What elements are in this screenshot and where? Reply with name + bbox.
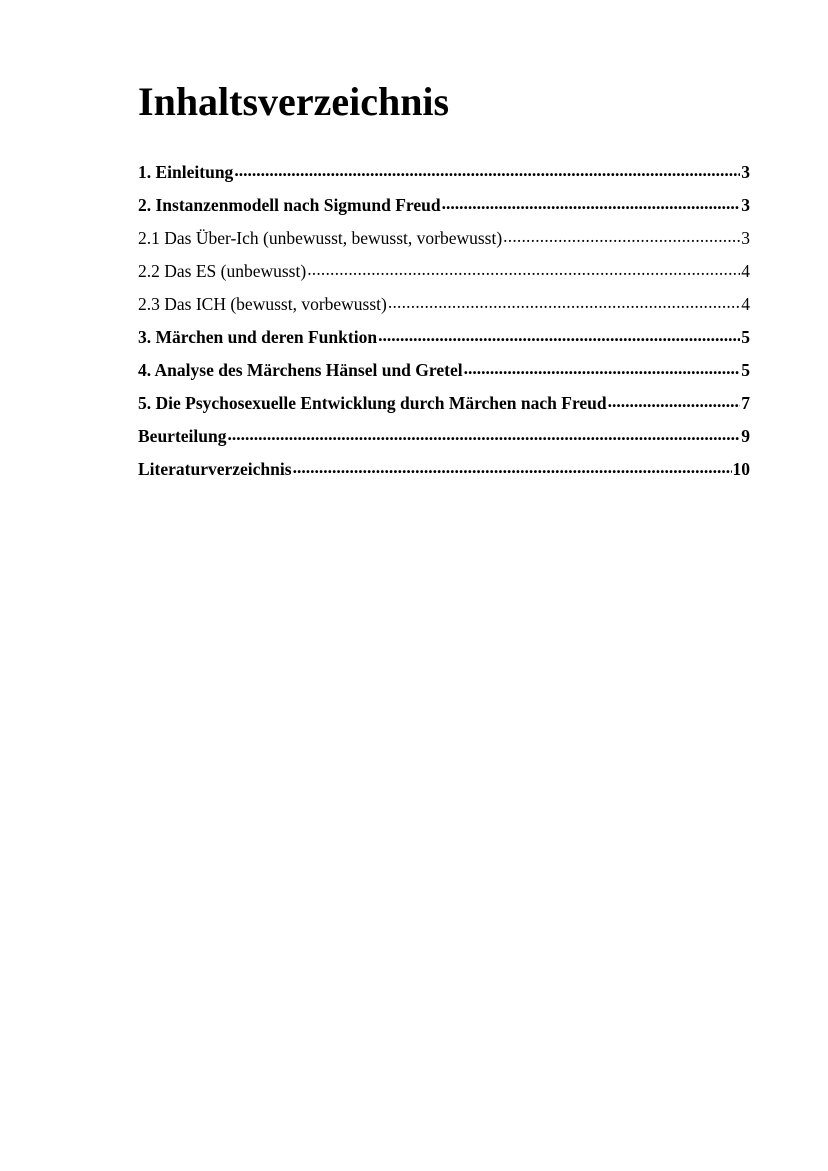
toc-entry-es[interactable] [138, 259, 750, 292]
toc-entry-literaturverzeichnis[interactable] [138, 457, 750, 490]
dot-leader [464, 359, 741, 377]
dot-leader [442, 194, 741, 212]
toc-entry-page-number: 3 [741, 228, 750, 248]
toc-entry-label: 3. Märchen und deren Funktion [138, 327, 378, 347]
toc-entry-label: Beurteilung [138, 426, 227, 446]
table-of-contents [138, 160, 750, 490]
toc-entry-page-number: 10 [732, 459, 750, 479]
dot-leader [378, 326, 740, 344]
toc-entry-label: 2.1 Das Über-Ich (unbewusst, bewusst, vorbewusst) [138, 228, 503, 248]
toc-entry-page-number: 5 [741, 327, 750, 347]
toc-entry-maerchen-funktion[interactable] [138, 325, 750, 358]
toc-entry-ueber-ich[interactable] [138, 226, 750, 259]
page-title: Inhaltsverzeichnis [138, 79, 450, 124]
toc-entry-label: 5. Die Psychosexuelle Entwicklung durch Märchen nach Freud [138, 393, 607, 413]
toc-entry-page-number: 3 [741, 162, 750, 182]
toc-entry-page-number: 4 [741, 261, 750, 281]
toc-entry-page-number: 9 [741, 426, 750, 446]
toc-entry-beurteilung[interactable] [138, 424, 750, 457]
dot-leader [388, 293, 740, 311]
toc-entry-instanzenmodell[interactable] [138, 193, 750, 226]
dot-leader [293, 458, 732, 476]
dot-leader [503, 227, 740, 245]
toc-entry-einleitung[interactable] [138, 160, 750, 193]
dot-leader [227, 425, 740, 443]
toc-entry-ich[interactable] [138, 292, 750, 325]
toc-entry-label: 2. Instanzenmodell nach Sigmund Freud [138, 195, 441, 215]
toc-entry-label: 2.3 Das ICH (bewusst, vorbewusst) [138, 294, 387, 314]
dot-leader [234, 161, 740, 179]
toc-entry-label: 4. Analyse des Märchens Hänsel und Gretel [138, 360, 463, 380]
toc-entry-label: 1. Einleitung [138, 162, 234, 182]
toc-entry-page-number: 3 [741, 195, 750, 215]
dot-leader [307, 260, 740, 278]
toc-entry-psychosexuelle-entwicklung[interactable] [138, 391, 750, 424]
dot-leader [608, 392, 741, 410]
toc-entry-page-number: 5 [741, 360, 750, 380]
toc-entry-label: 2.2 Das ES (unbewusst) [138, 261, 307, 281]
toc-entry-label: Literaturverzeichnis [138, 459, 292, 479]
toc-entry-analyse-haensel-gretel[interactable] [138, 358, 750, 391]
toc-entry-page-number: 4 [741, 294, 750, 314]
toc-entry-page-number: 7 [741, 393, 750, 413]
